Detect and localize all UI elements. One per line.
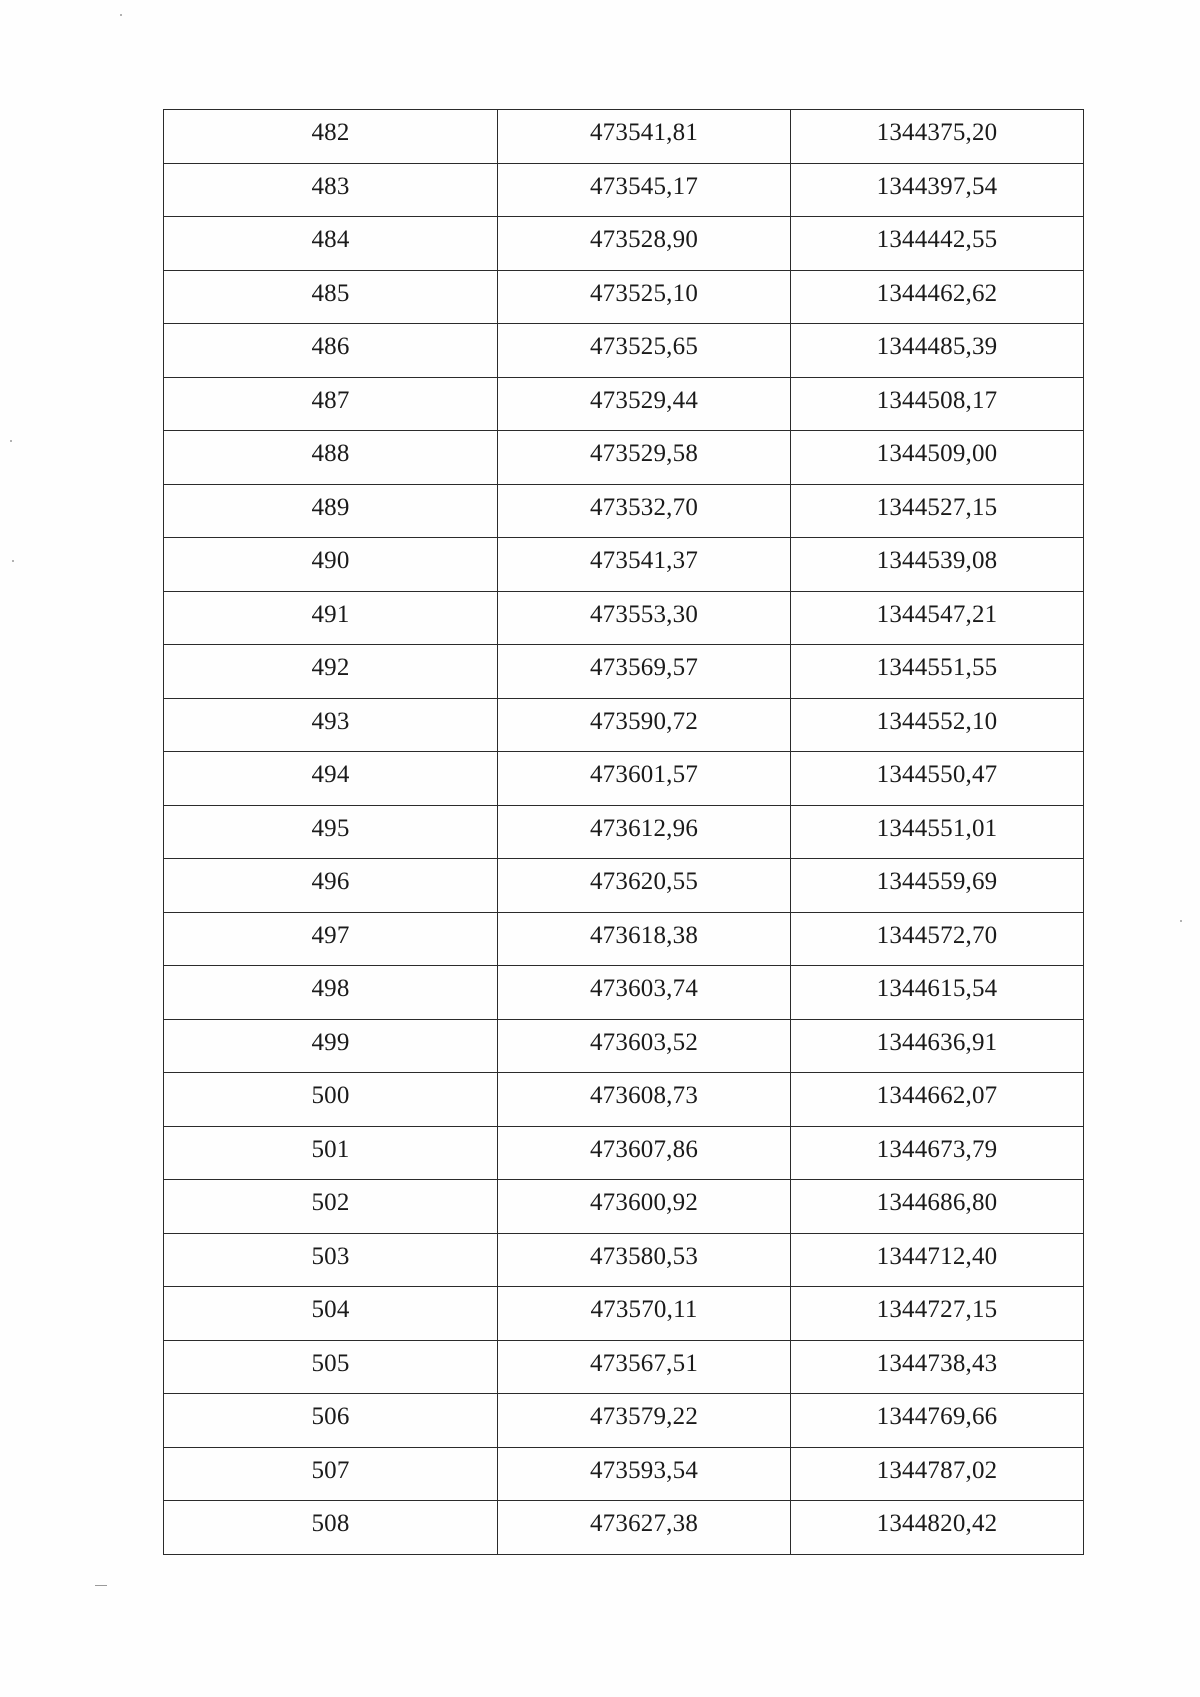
scan-speck [12, 560, 14, 562]
x-coordinate-cell: 473525,65 [498, 324, 791, 378]
x-coordinate-cell: 473608,73 [498, 1073, 791, 1127]
point-number-cell: 504 [164, 1287, 498, 1341]
table-row [164, 1501, 1084, 1555]
point-number-cell: 498 [164, 966, 498, 1020]
x-coordinate-cell: 473603,52 [498, 1019, 791, 1073]
y-coordinate-cell: 1344508,17 [791, 377, 1084, 431]
table-row [164, 217, 1084, 271]
table-row [164, 1180, 1084, 1234]
y-coordinate-cell: 1344547,21 [791, 591, 1084, 645]
x-coordinate-cell: 473603,74 [498, 966, 791, 1020]
x-coordinate-cell: 473580,53 [498, 1233, 791, 1287]
point-number-cell: 496 [164, 859, 498, 913]
x-coordinate-cell: 473618,38 [498, 912, 791, 966]
x-coordinate-cell: 473590,72 [498, 698, 791, 752]
table-row [164, 377, 1084, 431]
point-number-cell: 499 [164, 1019, 498, 1073]
coordinates-table-body [164, 110, 1084, 1555]
x-coordinate-cell: 473567,51 [498, 1340, 791, 1394]
table-row [164, 1394, 1084, 1448]
x-coordinate-cell: 473541,37 [498, 538, 791, 592]
point-number-cell: 503 [164, 1233, 498, 1287]
y-coordinate-cell: 1344820,42 [791, 1501, 1084, 1555]
y-coordinate-cell: 1344662,07 [791, 1073, 1084, 1127]
table-row [164, 859, 1084, 913]
point-number-cell: 483 [164, 163, 498, 217]
y-coordinate-cell: 1344738,43 [791, 1340, 1084, 1394]
y-coordinate-cell: 1344686,80 [791, 1180, 1084, 1234]
point-number-cell: 484 [164, 217, 498, 271]
x-coordinate-cell: 473553,30 [498, 591, 791, 645]
table-row [164, 324, 1084, 378]
table-row [164, 538, 1084, 592]
scan-speck [120, 14, 122, 16]
point-number-cell: 502 [164, 1180, 498, 1234]
table-row [164, 1340, 1084, 1394]
y-coordinate-cell: 1344551,01 [791, 805, 1084, 859]
y-coordinate-cell: 1344559,69 [791, 859, 1084, 913]
table-row [164, 270, 1084, 324]
x-coordinate-cell: 473532,70 [498, 484, 791, 538]
scan-speck [95, 1585, 107, 1586]
y-coordinate-cell: 1344636,91 [791, 1019, 1084, 1073]
point-number-cell: 490 [164, 538, 498, 592]
table-row [164, 484, 1084, 538]
scan-speck [10, 440, 12, 442]
table-row [164, 698, 1084, 752]
y-coordinate-cell: 1344550,47 [791, 752, 1084, 806]
point-number-cell: 505 [164, 1340, 498, 1394]
point-number-cell: 489 [164, 484, 498, 538]
table-row [164, 163, 1084, 217]
point-number-cell: 486 [164, 324, 498, 378]
point-number-cell: 488 [164, 431, 498, 485]
point-number-cell: 497 [164, 912, 498, 966]
table-row [164, 1019, 1084, 1073]
y-coordinate-cell: 1344673,79 [791, 1126, 1084, 1180]
scan-speck [1180, 920, 1182, 922]
table-row [164, 805, 1084, 859]
y-coordinate-cell: 1344485,39 [791, 324, 1084, 378]
table-row [164, 912, 1084, 966]
y-coordinate-cell: 1344375,20 [791, 110, 1084, 164]
x-coordinate-cell: 473529,58 [498, 431, 791, 485]
y-coordinate-cell: 1344397,54 [791, 163, 1084, 217]
x-coordinate-cell: 473529,44 [498, 377, 791, 431]
point-number-cell: 482 [164, 110, 498, 164]
point-number-cell: 508 [164, 1501, 498, 1555]
y-coordinate-cell: 1344727,15 [791, 1287, 1084, 1341]
table-row [164, 1126, 1084, 1180]
y-coordinate-cell: 1344539,08 [791, 538, 1084, 592]
x-coordinate-cell: 473541,81 [498, 110, 791, 164]
table-row [164, 966, 1084, 1020]
point-number-cell: 507 [164, 1447, 498, 1501]
x-coordinate-cell: 473593,54 [498, 1447, 791, 1501]
y-coordinate-cell: 1344509,00 [791, 431, 1084, 485]
x-coordinate-cell: 473620,55 [498, 859, 791, 913]
x-coordinate-cell: 473612,96 [498, 805, 791, 859]
table-row [164, 1073, 1084, 1127]
x-coordinate-cell: 473627,38 [498, 1501, 791, 1555]
table-row [164, 1287, 1084, 1341]
table-row [164, 110, 1084, 164]
y-coordinate-cell: 1344527,15 [791, 484, 1084, 538]
x-coordinate-cell: 473525,10 [498, 270, 791, 324]
x-coordinate-cell: 473569,57 [498, 645, 791, 699]
point-number-cell: 494 [164, 752, 498, 806]
y-coordinate-cell: 1344615,54 [791, 966, 1084, 1020]
point-number-cell: 506 [164, 1394, 498, 1448]
table-row [164, 752, 1084, 806]
point-number-cell: 487 [164, 377, 498, 431]
point-number-cell: 485 [164, 270, 498, 324]
y-coordinate-cell: 1344442,55 [791, 217, 1084, 271]
y-coordinate-cell: 1344712,40 [791, 1233, 1084, 1287]
x-coordinate-cell: 473545,17 [498, 163, 791, 217]
table-row [164, 1447, 1084, 1501]
y-coordinate-cell: 1344552,10 [791, 698, 1084, 752]
point-number-cell: 491 [164, 591, 498, 645]
table-row [164, 591, 1084, 645]
y-coordinate-cell: 1344769,66 [791, 1394, 1084, 1448]
x-coordinate-cell: 473600,92 [498, 1180, 791, 1234]
point-number-cell: 501 [164, 1126, 498, 1180]
point-number-cell: 495 [164, 805, 498, 859]
point-number-cell: 492 [164, 645, 498, 699]
y-coordinate-cell: 1344572,70 [791, 912, 1084, 966]
point-number-cell: 493 [164, 698, 498, 752]
y-coordinate-cell: 1344551,55 [791, 645, 1084, 699]
x-coordinate-cell: 473570,11 [498, 1287, 791, 1341]
x-coordinate-cell: 473601,57 [498, 752, 791, 806]
x-coordinate-cell: 473607,86 [498, 1126, 791, 1180]
x-coordinate-cell: 473579,22 [498, 1394, 791, 1448]
x-coordinate-cell: 473528,90 [498, 217, 791, 271]
table-row [164, 1233, 1084, 1287]
coordinates-table [163, 109, 1084, 1555]
y-coordinate-cell: 1344787,02 [791, 1447, 1084, 1501]
table-row [164, 431, 1084, 485]
point-number-cell: 500 [164, 1073, 498, 1127]
y-coordinate-cell: 1344462,62 [791, 270, 1084, 324]
table-row [164, 645, 1084, 699]
